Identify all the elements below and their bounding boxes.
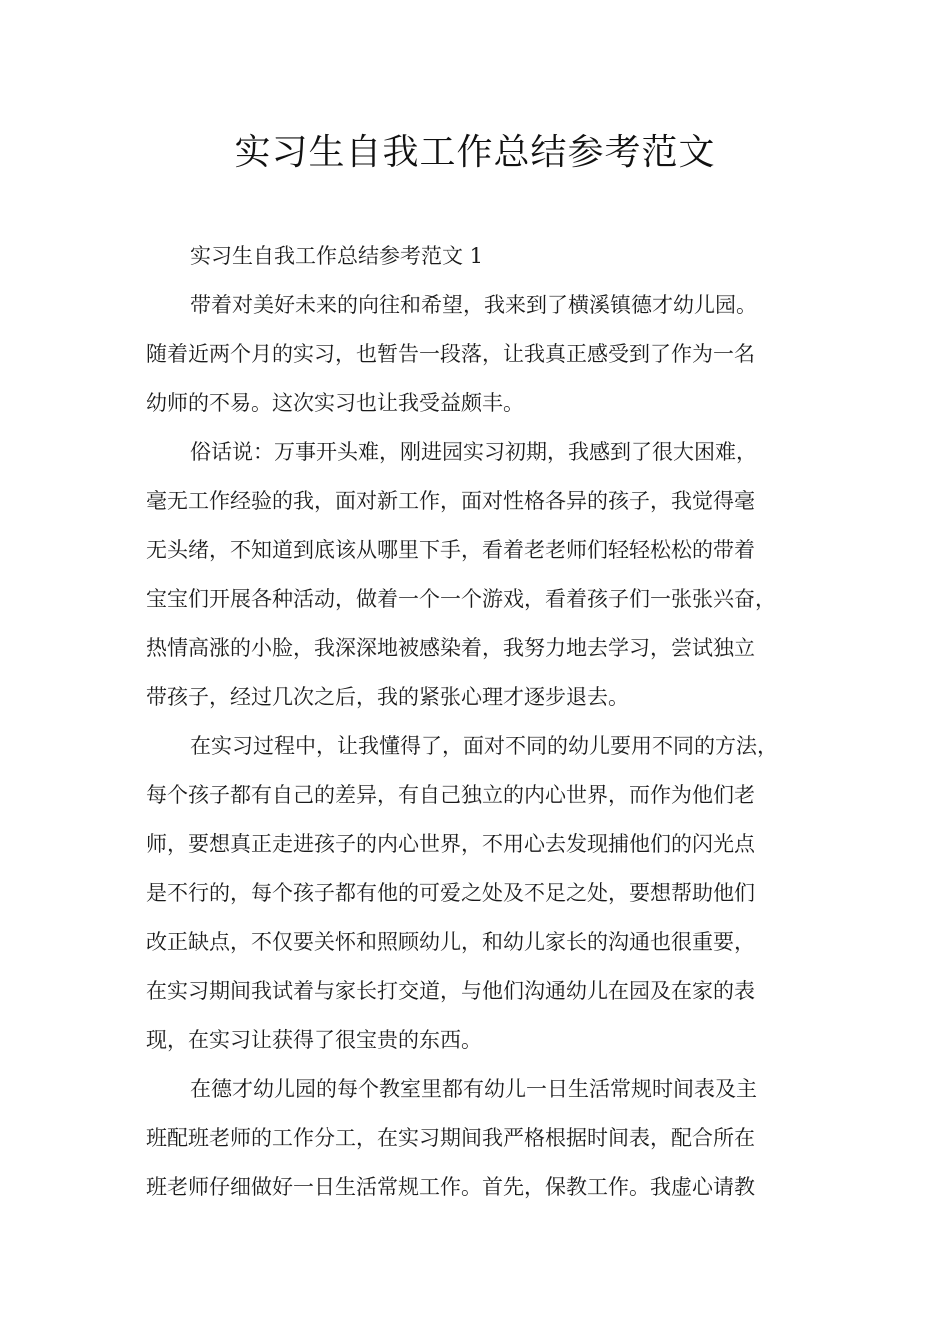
section-heading: 实习生自我工作总结参考范文 1	[190, 244, 484, 268]
text-line: 热情高涨的小脸，我深深地被感染着，我努力地去学习，尝试独立	[146, 636, 755, 660]
text-line: 在德才幼儿园的每个教室里都有幼儿一日生活常规时间表及主	[190, 1077, 757, 1101]
text-line: 俗话说：万事开头难，刚进园实习初期，我感到了很大困难，	[190, 440, 757, 464]
text-line: 改正缺点，不仅要关怀和照顾幼儿，和幼儿家长的沟通也很重要，	[146, 930, 755, 954]
text-line: 班配班老师的工作分工，在实习期间我严格根据时间表，配合所在	[146, 1126, 755, 1150]
text-line: 在实习期间我试着与家长打交道，与他们沟通幼儿在园及在家的表	[146, 979, 755, 1003]
document-title: 实习生自我工作总结参考范文	[234, 132, 716, 173]
text-line: 在实习过程中，让我懂得了，面对不同的幼儿要用不同的方法，	[190, 734, 778, 758]
text-line: 班老师仔细做好一日生活常规工作。首先，保教工作。我虚心请教	[146, 1175, 755, 1199]
text-line: 幼师的不易。这次实习也让我受益颇丰。	[146, 391, 524, 415]
paragraph-3	[146, 722, 836, 1065]
text-line: 随着近两个月的实习，也暂告一段落，让我真正感受到了作为一名	[146, 342, 755, 366]
paragraph-4	[146, 1065, 836, 1212]
text-line: 毫无工作经验的我，面对新工作，面对性格各异的孩子，我觉得毫	[146, 489, 755, 513]
text-line: 每个孩子都有自己的差异，有自己独立的内心世界，而作为他们老	[146, 783, 755, 807]
document-body	[146, 232, 836, 1212]
text-line: 带着对美好未来的向往和希望，我来到了横溪镇德才幼儿园。	[190, 293, 757, 317]
text-line: 师，要想真正走进孩子的内心世界，不用心去发现捕他们的闪光点	[146, 832, 755, 856]
text-line: 是不行的，每个孩子都有他的可爱之处及不足之处，要想帮助他们	[146, 881, 755, 905]
text-line: 现，在实习让获得了很宝贵的东西。	[146, 1028, 482, 1052]
paragraph-1	[146, 281, 836, 428]
text-line: 宝宝们开展各种活动，做着一个一个游戏，看着孩子们一张张兴奋，	[146, 587, 776, 611]
text-line: 带孩子，经过几次之后，我的紧张心理才逐步退去。	[146, 685, 629, 709]
paragraph-2	[146, 428, 836, 722]
text-line: 无头绪，不知道到底该从哪里下手，看着老老师们轻轻松松的带着	[146, 538, 755, 562]
